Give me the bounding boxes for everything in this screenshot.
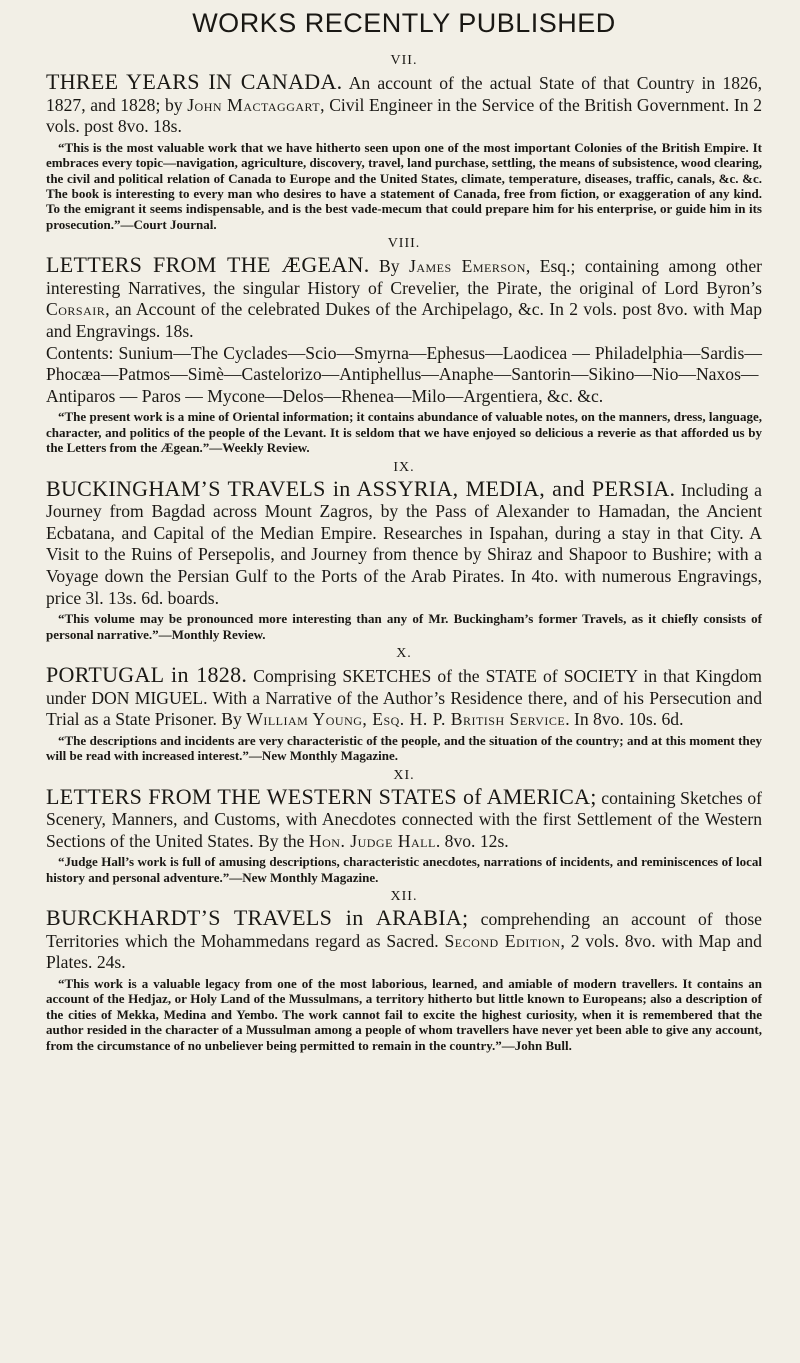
catalogue-entry-vii xyxy=(46,53,762,232)
entry-title: THREE YEARS IN CANADA. xyxy=(46,69,343,94)
entry-number: VIII. xyxy=(387,236,421,252)
entry-author: Hon. Judge Hall xyxy=(308,830,436,851)
entry-description xyxy=(46,254,762,342)
entry-number: X. xyxy=(396,645,412,661)
catalogue-entry-viii xyxy=(46,236,762,455)
review-quote: “This is the most valuable work that we have hitherto seen upon one of the most important Colonies of the British Empire. It embraces every topic—navigation, agriculture, discovery, travel, land purchase, settling, the means of subsistence, wood clearing, the civil and political relation of Canada to Europe and the United States, climate, temperature, diseases, traffic, canals, &c. &c. The book is interesting to every man who desires to have a statement of Canada, free from fiction, or exaggeration of any kind. To the emigrant it seems indispensable, and is the best vade-mecum that could prepare him for his enterprise, or guide him in its prosecution.”—Court Journal. xyxy=(46,139,762,232)
entry-description xyxy=(46,783,762,853)
entry-text: , 2 vols. 8vo. with Map and Plates. 24s. xyxy=(46,930,762,973)
entry-text: containing Sketches of Scenery, Manners, and Customs, with Anecdotes connected with the first Settlement of the Western Sections of the United States. By the xyxy=(46,787,762,851)
entry-text: An account of the actual State of that Country in 1826, 1827, and 1828; by xyxy=(46,73,762,115)
entry-text: . In 8vo. 10s. 6d. xyxy=(565,709,684,730)
book-title: Corsair xyxy=(46,299,106,320)
entry-text: , Civil Engineer in the Service of the British Government. In 2 vols. post 8vo. 18s. xyxy=(46,94,762,137)
catalogue-entry-xii xyxy=(46,889,762,1053)
entry-author: William Young, Esq. H. P. British Service xyxy=(246,709,566,730)
entry-number: XII. xyxy=(390,889,418,905)
entry-title: BUCKINGHAM’S TRAVELS in ASSYRIA, MEDIA, and PERSIA. xyxy=(46,475,676,501)
running-title: WORKS RECENTLY PUBLISHED xyxy=(192,8,616,38)
review-quote: “Judge Hall’s work is full of amusing descriptions, characteristic anecdotes, narrations of incidents, and reminiscences of local history and personal adventure.”—New Monthly Magazine. xyxy=(46,854,762,885)
entry-title: PORTUGAL in 1828. xyxy=(46,661,248,687)
catalogue-entry-xi xyxy=(46,768,762,886)
entry-number: IX. xyxy=(393,459,415,475)
entry-description xyxy=(46,907,762,974)
entry-text: comprehending an account of those Territories which the Mohammedans regard as Sacred. xyxy=(46,909,762,951)
review-quote: “The present work is a mine of Oriental information; it contains abundance of valuable notes, on the manners, dress, language, character, and politics of the people of the Levant. It is seldom that we have enjoyed so delicious a reverie as that afforded us by the Letters from the Ægean.”—Weekly Review. xyxy=(46,409,762,456)
entry-author: John Mactaggart xyxy=(187,94,321,115)
entry-text: , an Account of the celebrated Dukes of the Archipelago, &c. In 2 vols. post 8vo. with Map and Engravings. 18s. xyxy=(46,299,762,341)
entry-description xyxy=(46,71,762,138)
review-quote: “This volume may be pronounced more interesting than any of Mr. Buckingham’s former Travels, as it chiefly consists of personal narrative.”—Monthly Review. xyxy=(46,611,762,642)
review-quote: “This work is a valuable legacy from one of the most laborious, learned, and amiable of modern travellers. It contains an account of the Hedjaz, or Holy Land of the Mussulmans, a territory hitherto but little known to Europeans; also a description of the cities of Mekka, Medina and Yembo. The work cannot fail to excite the highest curiosity, when it is remembered that the author resided in the character of a Mussulman among a people of whom travellers have never yet been able to give any account, from the circumstance of no unbeliever being permitted to remain in the country.”—John Bull. xyxy=(46,975,762,1053)
review-quote: “The descriptions and incidents are very characteristic of the people, and the situation of the country; and at this moment they will be read with increased interest.”—New Monthly Magazine. xyxy=(46,732,762,764)
entry-title: BURCKHARDT’S TRAVELS in ARABIA; xyxy=(46,905,469,931)
entry-description xyxy=(46,475,762,610)
entry-text: Comprising SKETCHES of the STATE of SOCIETY in that Kingdom under DON MIGUEL. With a Narrative of the Author’s Residence there, and of his Persecution and Trial as a State Prisoner. By xyxy=(46,665,762,730)
catalogue-entry-ix xyxy=(46,460,762,642)
entry-text: . 8vo. 12s. xyxy=(435,830,509,851)
entry-author: James Emerson xyxy=(408,256,526,277)
catalogue-entry-x xyxy=(46,646,762,764)
entry-text: Including a Journey from Bagdad across Mount Zagros, by the Pass of Alexander to Hamadan, the Ancient Ecbatana, and Capital of the Median Empire. Researches in Ispahan, during a stay in that City. A Visit to the Ruins of Persepolis, and Journey from thence by Shiraz and Shapoor to Bushire; with a Voyage down the Persian Gulf to the Ports of the Arab Pirates. In 4to. with numerous Engravings, price 3l. 13s. 6d. boards. xyxy=(46,479,762,608)
edition-label: Second Edition xyxy=(444,930,561,951)
entry-description xyxy=(46,661,762,731)
entry-number: XI. xyxy=(393,767,415,783)
entry-title: LETTERS FROM THE ÆGEAN. xyxy=(46,252,370,278)
entry-contents: Contents: Sunium—The Cyclades—Scio—Smyrna—Ephesus—Laodicea — Philadelphia—Sardis—Phocæa—Patmos—Simè—Castelorizo—Antiphellus—Anaphe—Santorin—Sikino—Nio—Naxos—Antiparos — Paros — Mycone—Delos—Rhenea—Milo—Argentiera, &c. &c. xyxy=(46,342,762,406)
entry-text: By xyxy=(378,256,400,277)
entry-text: , Esq.; containing among other interesting Narratives, the singular History of Crevelier, the Pirate, the original of Lord Byron’s xyxy=(46,256,763,298)
entry-number: VII. xyxy=(390,53,418,68)
entry-title: LETTERS FROM THE WESTERN STATES of AMERICA; xyxy=(46,783,597,809)
